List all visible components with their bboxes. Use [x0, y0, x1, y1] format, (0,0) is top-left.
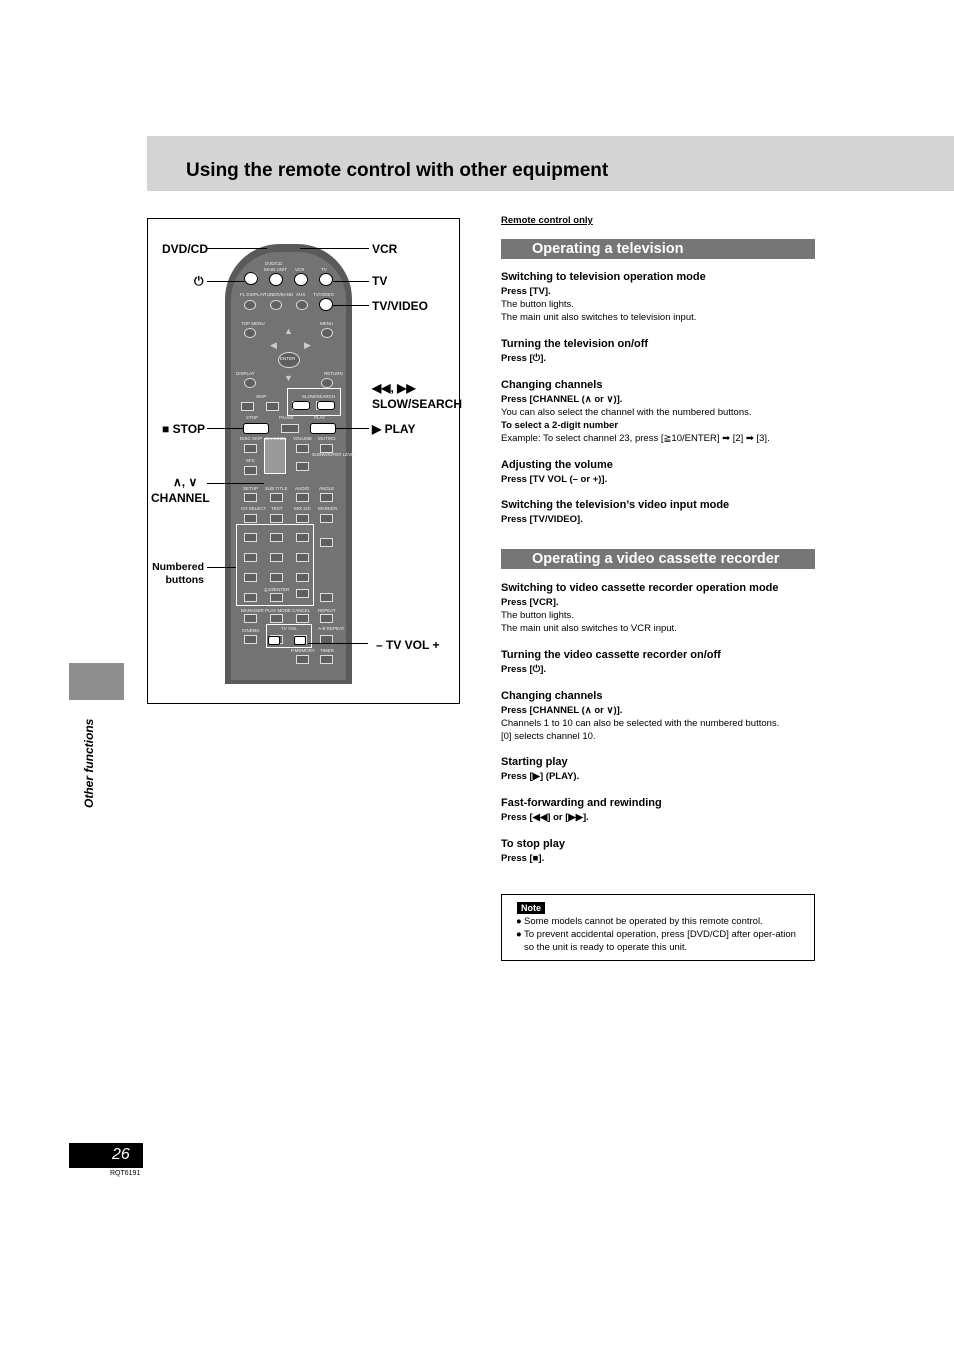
tv-vol-plus-highlight [294, 636, 306, 645]
tv-item-mode [501, 270, 819, 324]
remote-label: AUDIO [295, 486, 310, 491]
callout-numbered: Numbered [152, 561, 204, 573]
tv-item-volume [501, 458, 819, 486]
tv-button-highlight [319, 273, 333, 286]
remote-label: DISPLAY [236, 371, 255, 376]
vcr-item-play [501, 755, 819, 783]
callout-tv: TV [372, 274, 388, 288]
callout-tv-video: TV/VIDEO [372, 299, 429, 313]
remote-label: TEST [271, 506, 283, 511]
remote-label: MARKER [318, 506, 338, 511]
item-line: The button lights. [501, 299, 574, 310]
remote-label: MAIN UNIT [264, 267, 287, 272]
remote-label: PAUSE [279, 415, 294, 420]
remote-label: ANGLE [319, 486, 335, 491]
vcr-button-highlight [294, 273, 308, 286]
remote-label: MUTING [318, 436, 336, 441]
item-heading: Turning the video cassette recorder on/off [501, 649, 721, 661]
callout-line [207, 248, 267, 249]
dvd-cd-button-highlight [269, 273, 283, 286]
remote-label: TV VOL [281, 626, 298, 631]
remote-label: CINEMA [242, 628, 260, 633]
item-heading: Switching the television’s video input mode [501, 499, 730, 511]
callout-line [333, 281, 369, 282]
tv-item-input [501, 498, 819, 526]
callout-line [207, 483, 264, 484]
remote-label: TV [321, 267, 327, 272]
item-line: Press [▶] (PLAY). [501, 771, 580, 782]
callout-line [207, 567, 236, 568]
remote-label: SFC [246, 458, 255, 463]
item-line: Press [VCR]. [501, 597, 559, 608]
item-heading: Adjusting the volume [501, 459, 613, 471]
callout-channel: CHANNEL [151, 491, 210, 505]
play-button-highlight [310, 423, 336, 434]
note-label: Note [517, 902, 545, 914]
callout-line [336, 428, 369, 429]
note-list [516, 915, 806, 954]
doc-code: RQT6191 [110, 1170, 141, 1177]
remote-label: SKIP [256, 394, 267, 399]
section-heading-tv: Operating a television [501, 239, 815, 259]
remote-label: MIX 2ch [294, 506, 311, 511]
item-heading: Starting play [501, 756, 568, 768]
item-line: Press [TV]. [501, 286, 551, 297]
rewind-button-highlight [292, 401, 310, 410]
remote-label: PLAY [314, 415, 326, 420]
remote-label: DVD/CD [265, 261, 283, 266]
remote-label: REPEAT [318, 608, 336, 613]
callout-vcr: VCR [372, 242, 398, 256]
callout-buttons: buttons [165, 574, 204, 586]
remote-label: TV/VIDEO [313, 292, 335, 297]
callout-channel-arrows: ∧, ∨ [173, 475, 198, 489]
item-line: [0] selects channel 10. [501, 731, 596, 742]
tv-vol-minus-highlight [268, 636, 280, 645]
vcr-item-ffrew [501, 796, 819, 824]
section-label: Other functions [82, 718, 96, 808]
remote-label: VOLUME [293, 436, 313, 441]
remote-label: VCR [295, 267, 305, 272]
callout-play: ▶ PLAY [372, 422, 416, 436]
remote-label: CANCEL [292, 608, 311, 613]
page-number-box [69, 1143, 143, 1168]
remote-label: FL DISPLAY [240, 292, 266, 297]
remote-label: ENTER [280, 356, 296, 361]
item-line: Channels 1 to 10 can also be selected with the numbered buttons. [501, 718, 780, 729]
item-line: Example: To select channel 23, press [≧10/ENTER] ➡ [2] ➡ [3]. [501, 433, 770, 444]
item-line: Press [■]. [501, 853, 545, 864]
remote-label: PLAY MODE [265, 608, 291, 613]
remote-label: AUX [296, 292, 306, 297]
remote-label: P.MEMORY [291, 648, 315, 653]
callout-rewind-ff-icon: ◀◀, ▶▶ [372, 381, 416, 395]
remote-label: STOP [246, 415, 259, 420]
vcr-item-channels [501, 689, 819, 743]
item-heading: Changing channels [501, 690, 603, 702]
vcr-item-stop [501, 837, 819, 865]
callout-power-icon: ⏻ [194, 274, 204, 288]
ff-button-highlight [317, 401, 335, 410]
item-line: To select a 2-digit number [501, 420, 619, 431]
section-heading-vcr: Operating a video cassette recorder [501, 549, 815, 569]
remote-label: CH SELECT [241, 506, 267, 511]
remote-label: SETUP [243, 486, 259, 491]
item-line: The main unit also switches to VCR input. [501, 623, 677, 634]
callout-line [333, 305, 369, 306]
remote-label: SUB TITLE [265, 486, 288, 491]
item-heading: Switching to television operation mode [501, 271, 706, 283]
callout-tv-vol: – TV VOL + [376, 638, 440, 652]
remote-label: ≧10/ENTER [264, 587, 290, 592]
remote-label: A-B REPEAT [318, 626, 345, 631]
tv-video-button-highlight [319, 298, 333, 311]
remote-label: CHANNEL [265, 436, 287, 441]
remote-label: SUBWOOFER LEVEL [312, 452, 357, 457]
callout-dvd-cd: DVD/CD [162, 242, 209, 256]
item-line: You can also select the channel with the numbered buttons. [501, 407, 752, 418]
item-line: Press [⏻]. [501, 353, 547, 364]
stop-button-highlight [243, 423, 269, 434]
page-title: Using the remote control with other equipment [186, 160, 609, 181]
callout-line [207, 428, 243, 429]
callout-stop: ■ STOP [162, 422, 206, 436]
item-heading: Turning the television on/off [501, 338, 649, 350]
remote-label: SLOW/SEARCH [302, 394, 336, 399]
page-number: 26 [112, 1146, 130, 1163]
callout-line [207, 281, 244, 282]
tv-item-power [501, 337, 819, 365]
remote-label: TIMER [320, 648, 334, 653]
remote-only-label: Remote control only [501, 215, 593, 226]
note-item: ● Some models cannot be operated by this remote control. [516, 916, 763, 927]
section-tab [69, 663, 124, 700]
callout-line [300, 248, 369, 249]
item-line: Press [⏻]. [501, 664, 547, 675]
note-item: ● To prevent accidental operation, press [DVD/CD] after oper-ation so the unit is ready to operate this unit. [516, 928, 806, 954]
item-line: Press [CHANNEL (∧ or ∨)]. [501, 705, 623, 716]
tv-item-channels [501, 378, 819, 445]
remote-label: TOP MENU [241, 321, 265, 326]
callout-slow-search: SLOW/SEARCH [372, 397, 462, 411]
item-heading: To stop play [501, 838, 565, 850]
vcr-item-power [501, 648, 819, 676]
item-heading: Fast-forwarding and rewinding [501, 797, 662, 809]
remote-label: TUNER/BAND [264, 292, 294, 297]
item-line: Press [TV VOL (– or +)]. [501, 474, 608, 485]
item-line: The button lights. [501, 610, 574, 621]
note-item-text: Some models cannot be operated by this remote control. [524, 916, 763, 927]
item-heading: Changing channels [501, 379, 603, 391]
item-heading: Switching to video cassette recorder operation mode [501, 582, 779, 594]
item-line: The main unit also switches to television input. [501, 312, 697, 323]
item-line: Press [TV/VIDEO]. [501, 514, 583, 525]
remote-label: MANAGER [241, 608, 264, 613]
item-line: Press [◀◀] or [▶▶]. [501, 812, 589, 823]
remote-label: MENU [320, 321, 334, 326]
callout-line [308, 643, 368, 644]
item-line: Press [CHANNEL (∧ or ∨)]. [501, 394, 623, 405]
remote-label: DISC SKIP [240, 436, 263, 441]
vcr-item-mode [501, 581, 819, 635]
note-item-text: To prevent accidental operation, press [DVD/CD] after oper-ation so the unit is ready to operate this unit. [524, 929, 796, 953]
remote-label: RETURN [324, 371, 343, 376]
power-button-highlight [244, 272, 258, 285]
